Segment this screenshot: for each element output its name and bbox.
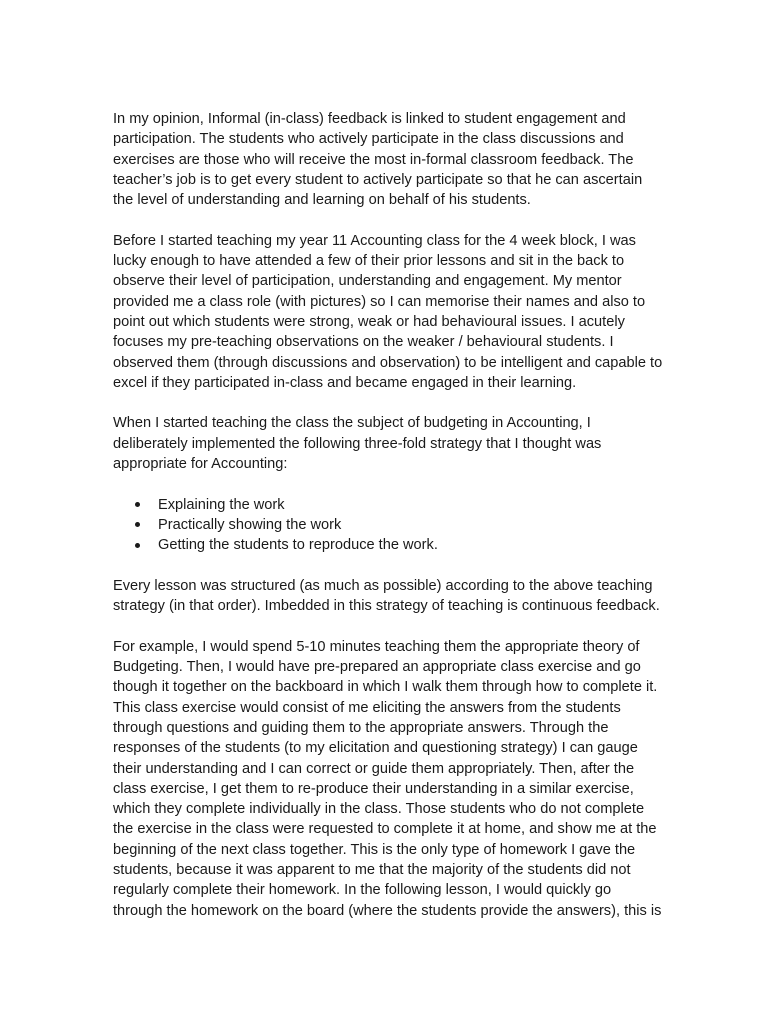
text-line: through questions and guiding them to the appropriate answers. Through the bbox=[113, 719, 609, 736]
text-line: This class exercise would consist of me eliciting the answers from the students bbox=[113, 699, 621, 716]
text-line: In my opinion, Informal (in-class) feedback is linked to student engagement and bbox=[113, 111, 626, 127]
bullet-icon bbox=[135, 502, 140, 507]
text-line: For example, I would spend 5-10 minutes teaching them the appropriate theory of bbox=[113, 638, 640, 655]
text-line: participation. The students who actively participate in the class discussions and bbox=[113, 131, 624, 148]
list-item-text: Getting the students to reproduce the work. bbox=[158, 537, 438, 554]
text-line: though it together on the backboard in which I walk them through how to complete it. bbox=[113, 679, 658, 696]
list-item bbox=[158, 495, 691, 515]
text-line: class exercise, I get them to re-produce their understanding in a similar exercise, bbox=[113, 780, 634, 797]
text-line: responses of the students (to my elicitation and questioning strategy) I can gauge bbox=[113, 740, 638, 757]
text-line: point out which students were strong, weak or had behavioural issues. I acutely bbox=[113, 313, 625, 330]
paragraph bbox=[113, 576, 691, 617]
text-line: students, because it was apparent to me that the majority of the students did not bbox=[113, 861, 631, 878]
text-line: which they complete individually in the class. Those students who do not complete bbox=[113, 801, 645, 818]
list-item-text: Practically showing the work bbox=[158, 516, 342, 533]
list-item bbox=[158, 515, 691, 535]
text-line: the exercise in the class were requested to complete it at home, and show me at the bbox=[113, 821, 657, 838]
text-line: observe their level of participation, understanding and engagement. My mentor bbox=[113, 273, 622, 290]
text-line: Before I started teaching my year 11 Accounting class for the 4 week block, I was bbox=[113, 232, 636, 249]
text-line: regularly complete their homework. In the following lesson, I would quickly go bbox=[113, 882, 612, 899]
text-line: deliberately implemented the following three-fold strategy that I thought was bbox=[113, 435, 602, 452]
paragraph bbox=[113, 637, 691, 921]
list-item bbox=[158, 535, 691, 555]
text-line: excel if they participated in-class and became engaged in their learning. bbox=[113, 374, 577, 391]
text-line: the level of understanding and learning on behalf of his students. bbox=[113, 192, 531, 209]
text-line: observed them (through discussions and observation) to be intelligent and capable to bbox=[113, 354, 663, 371]
text-line: strategy (in that order). Imbedded in this strategy of teaching is continuous feedback. bbox=[113, 598, 660, 615]
text-line: teacher’s job is to get every student to actively participate so that he can ascertain bbox=[113, 171, 643, 188]
text-line: Every lesson was structured (as much as possible) according to the above teaching bbox=[113, 577, 653, 594]
text-line: through the homework on the board (where the students provide the answers), this is bbox=[113, 902, 662, 919]
document-body bbox=[113, 109, 691, 941]
paragraph bbox=[113, 109, 691, 210]
bullet-icon bbox=[135, 522, 140, 527]
text-line: appropriate for Accounting: bbox=[113, 456, 288, 473]
paragraph bbox=[113, 231, 691, 393]
text-line: beginning of the next class together. This is the only type of homework I gave the bbox=[113, 841, 636, 858]
text-line: focuses my pre-teaching observations on the weaker / behavioural students. I bbox=[113, 334, 614, 351]
text-line: lucky enough to have attended a few of their prior lessons and sit in the back to bbox=[113, 253, 625, 270]
bullet-icon bbox=[135, 543, 140, 548]
text-line: When I started teaching the class the subject of budgeting in Accounting, I bbox=[113, 415, 591, 432]
text-line: their understanding and I can correct or guide them appropriately. Then, after the bbox=[113, 760, 635, 777]
paragraph bbox=[113, 413, 691, 474]
text-line: provided me a class role (with pictures) so I can memorise their names and also to bbox=[113, 293, 646, 310]
text-line: Budgeting. Then, I would have pre-prepared an appropriate class exercise and go bbox=[113, 659, 641, 676]
bullet-list bbox=[113, 495, 691, 556]
list-item-text: Explaining the work bbox=[158, 496, 285, 513]
text-line: exercises are those who will receive the most in-formal classroom feedback. The bbox=[113, 151, 634, 168]
